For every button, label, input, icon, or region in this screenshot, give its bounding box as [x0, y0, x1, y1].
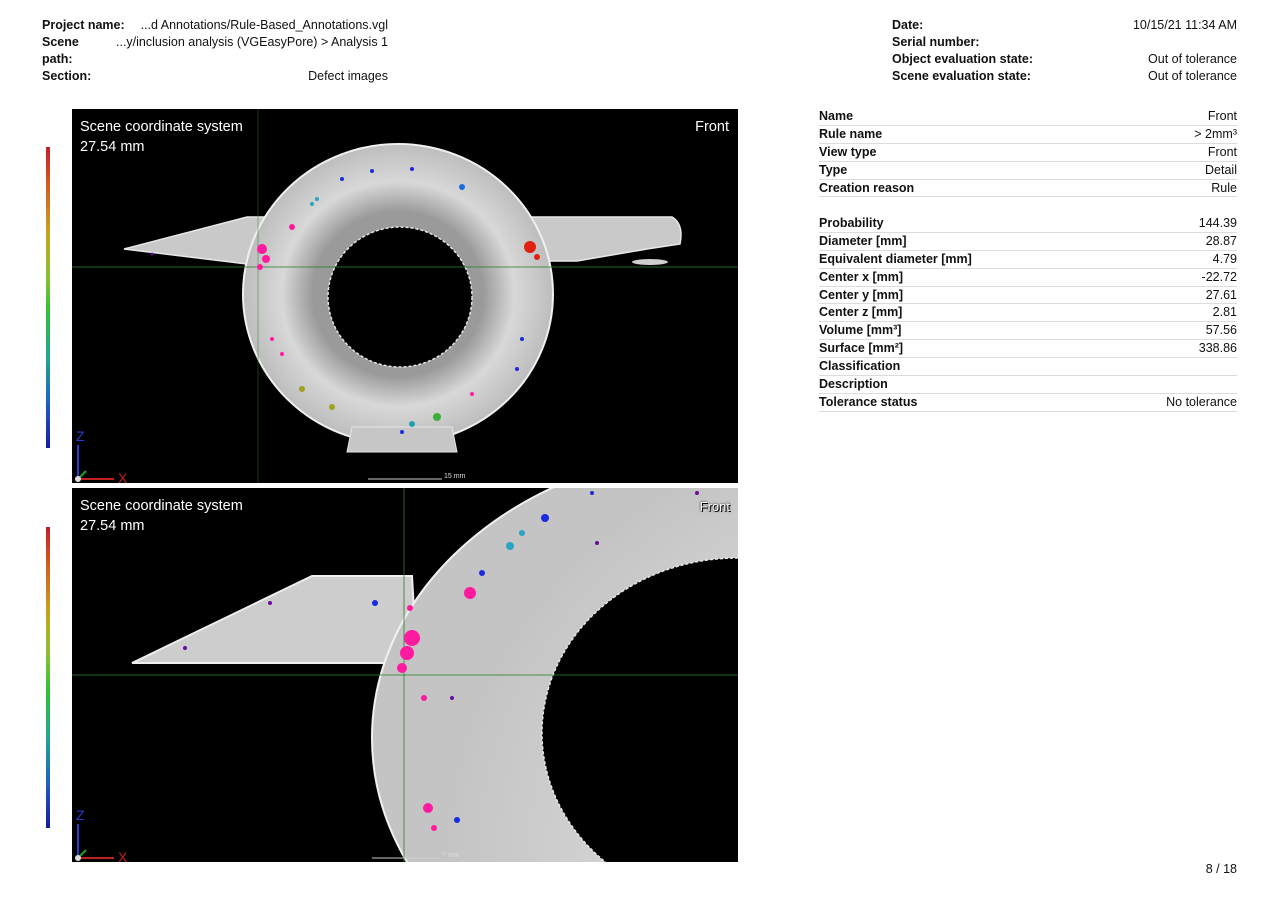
- defect-properties-table: [819, 215, 1237, 412]
- scene-path-value: ...y/inclusion analysis (VGEasyPore) > Analysis 1: [116, 35, 388, 49]
- axis-triad-icon: [72, 802, 142, 862]
- scale-bar-label: 7 mm: [442, 852, 460, 859]
- view-size-label: 27.54 mm: [80, 518, 145, 534]
- ct-slice-overview: [72, 109, 738, 483]
- property-row: [819, 358, 1237, 376]
- color-scale-bar: [46, 527, 50, 828]
- property-label: Surface [mm²]: [819, 341, 904, 356]
- object-evaluation-value: Out of tolerance: [1148, 52, 1237, 66]
- property-row: [819, 304, 1237, 322]
- property-row: [819, 251, 1237, 269]
- coordinate-system-label: Scene coordinate system: [80, 119, 243, 135]
- property-row: [819, 126, 1237, 144]
- property-row: [819, 269, 1237, 287]
- project-name-label: Project name:: [42, 18, 125, 32]
- property-row: [819, 215, 1237, 233]
- defect-image-detail[interactable]: [72, 488, 738, 862]
- property-row: [819, 162, 1237, 180]
- property-value: No tolerance: [1166, 394, 1237, 409]
- view-properties-table: [819, 108, 1237, 197]
- property-row: [819, 233, 1237, 251]
- property-label: Center y [mm]: [819, 287, 904, 302]
- axis-x-label: X: [118, 470, 128, 483]
- property-label: Rule name: [819, 126, 883, 141]
- scene-evaluation-row: [892, 68, 1237, 85]
- ct-slice-detail: [72, 488, 738, 862]
- scene-evaluation-value: Out of tolerance: [1148, 69, 1237, 83]
- project-name-value: ...d Annotations/Rule-Based_Annotations.vgl: [140, 18, 388, 32]
- property-label: Volume [mm³]: [819, 323, 902, 338]
- property-value: 4.79: [1212, 251, 1237, 266]
- property-row: [819, 394, 1237, 412]
- property-label: Tolerance status: [819, 394, 918, 409]
- property-row: [819, 108, 1237, 126]
- property-row: [819, 180, 1237, 198]
- coordinate-system-label: Scene coordinate system: [80, 498, 243, 514]
- property-value: 144.39: [1198, 216, 1237, 230]
- section-label: Section:: [42, 69, 92, 83]
- header-info-left: [42, 17, 388, 85]
- view-size-label: 27.54 mm: [80, 139, 145, 155]
- property-row: [819, 144, 1237, 162]
- property-value: > 2mm³: [1194, 126, 1237, 141]
- property-label: Equivalent diameter [mm]: [819, 251, 972, 266]
- object-evaluation-label: Object evaluation state:: [892, 52, 1034, 66]
- property-value: 28.87: [1205, 233, 1237, 248]
- view-info-detail: [80, 496, 243, 536]
- serial-number-label: Serial number:: [892, 35, 980, 49]
- property-label: Classification: [819, 359, 901, 374]
- view-name-label: Front: [699, 499, 730, 514]
- scale-bar-label: 15 mm: [444, 473, 466, 480]
- section-row: [42, 68, 388, 85]
- project-name-row: [42, 17, 388, 34]
- property-value: Front: [1207, 144, 1237, 159]
- scene-path-row: [42, 34, 388, 68]
- property-row: [819, 322, 1237, 340]
- property-row: [819, 287, 1237, 305]
- property-label: Diameter [mm]: [819, 233, 907, 248]
- color-scale-bar: [46, 147, 50, 448]
- axis-z-label: Z: [76, 807, 85, 823]
- property-row: [819, 376, 1237, 394]
- page-number: 8 / 18: [1205, 862, 1237, 876]
- property-label: Probability: [819, 216, 884, 230]
- property-value: 338.86: [1198, 341, 1237, 356]
- property-value: 2.81: [1212, 305, 1237, 320]
- property-value: Front: [1207, 109, 1237, 123]
- property-value: Rule: [1211, 180, 1237, 195]
- date-row: [892, 17, 1237, 34]
- property-label: Creation reason: [819, 180, 915, 195]
- scene-path-label: Scene path:: [42, 35, 79, 66]
- date-label: Date:: [892, 18, 924, 32]
- property-label: Center x [mm]: [819, 269, 904, 284]
- axis-z-label: Z: [76, 428, 85, 444]
- view-info-overview: [80, 117, 243, 157]
- object-evaluation-row: [892, 51, 1237, 68]
- axis-triad-icon: [72, 423, 142, 483]
- date-value: 10/15/21 11:34 AM: [1132, 18, 1237, 32]
- property-label: Center z [mm]: [819, 305, 903, 320]
- property-label: Description: [819, 377, 888, 392]
- serial-number-row: [892, 34, 1237, 51]
- header-info-right: [892, 17, 1237, 85]
- axis-x-label: X: [118, 849, 128, 862]
- property-value: 27.61: [1205, 287, 1237, 302]
- property-value: 57.56: [1205, 323, 1237, 338]
- property-row: [819, 340, 1237, 358]
- property-value: Detail: [1205, 162, 1237, 177]
- defect-image-overview[interactable]: [72, 109, 738, 483]
- section-value: Defect images: [308, 69, 388, 83]
- property-label: Type: [819, 162, 848, 177]
- property-label: View type: [819, 144, 877, 159]
- property-value: -22.72: [1201, 269, 1237, 284]
- property-label: Name: [819, 109, 854, 123]
- scene-evaluation-label: Scene evaluation state:: [892, 69, 1031, 83]
- view-name-label: Front: [695, 119, 729, 135]
